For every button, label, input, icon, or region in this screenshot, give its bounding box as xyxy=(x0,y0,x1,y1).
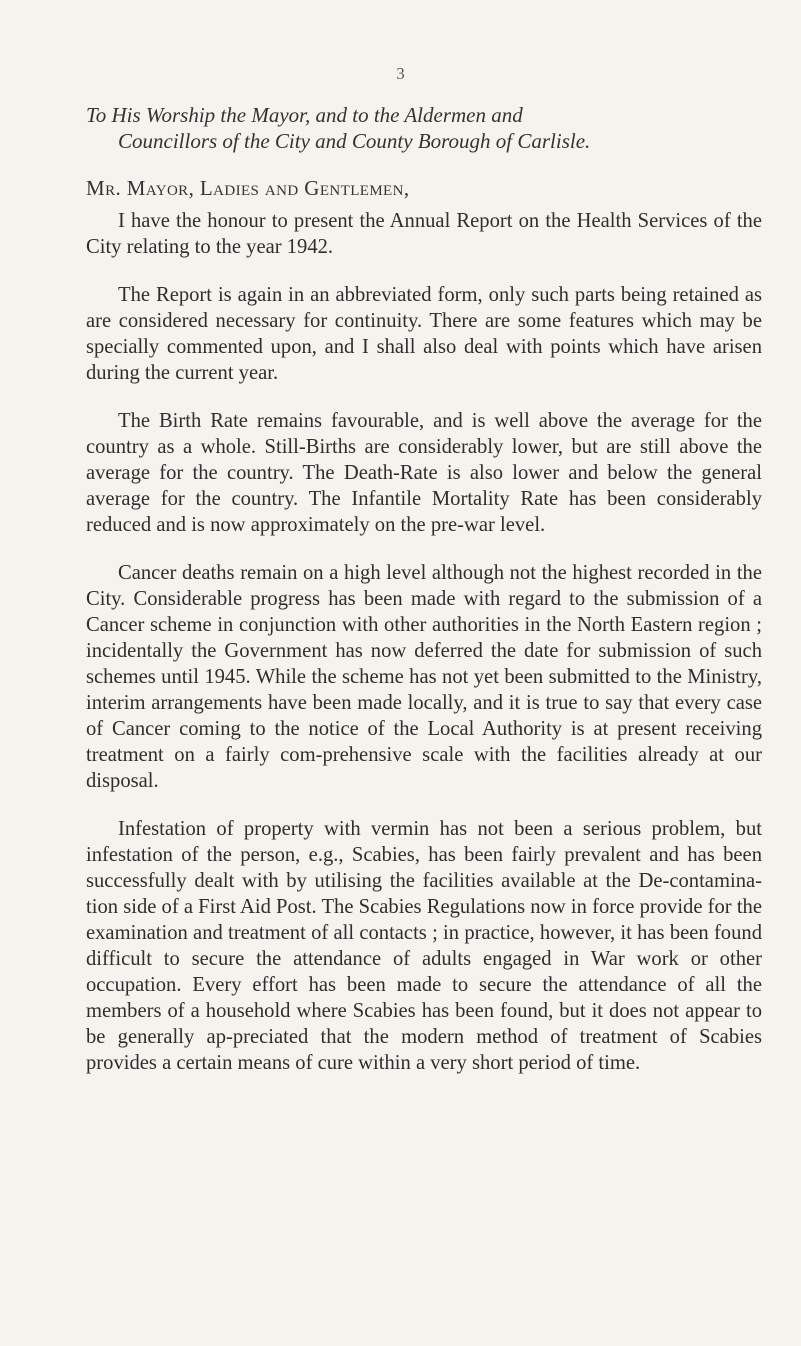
report-body xyxy=(86,208,762,1098)
paragraph-infestation: Infestation of property with vermin has not been a serious problem, but infestation of the person, e.g., Scabies, has been fairly prevalent and has been successfully dealt with by utilising the facilities available at the De-contamina-tion side of a First Aid Post. The Scabies Regulations now in force provide for the examination and treatment of all contacts ; in practice, however, it has been found difficult to secure the attendance of adults engaged in War work or other occupation. Every effort has been made to secure the attendance of all the members of a household where Scabies has been found, but it does not appear to be generally ap-preciated that the modern method of treatment of Scabies provides a certain means of cure within a very short period of time. xyxy=(86,818,762,1074)
page-number: 3 xyxy=(396,64,405,83)
address-line-1: To His Worship the Mayor, and to the Aldermen and xyxy=(86,103,523,127)
paragraph-cancer: Cancer deaths remain on a high level although not the highest recorded in the City. Considerable progress has been made with regard to the submission of a Cancer scheme in conjunction with other authorities in the North Eastern region ; incidentally the Government has now deferred the date for submission of such schemes until 1945. While the scheme has not yet been submitted to the Ministry, interim arrangements have been made locally, and it is true to say that every case of Cancer coming to the notice of the Local Authority is at present receiving treatment on a fairly com-prehensive scale with the facilities already at our disposal. xyxy=(86,562,762,792)
paragraph-report-form: The Report is again in an abbreviated form, only such parts being retained as are considered necessary for continuity. There are some features which may be specially commented upon, and I shall also deal with points which have arisen during the current year. xyxy=(86,284,762,384)
paragraph-birth-rate: The Birth Rate remains favourable, and is well above the average for the country as a whole. Still-Births are considerably lower, but are still above the average for the country. The Death-Rate is also lower and below the general average for the country. The Infantile Mortality Rate has been considerably reduced and is now approximately on the pre-war level. xyxy=(86,410,762,536)
address-line-2: Councillors of the City and County Borough of Carlisle. xyxy=(118,129,591,153)
salutation: Mr. Mayor, Ladies and Gentlemen, xyxy=(86,176,410,200)
paragraph-introduction: I have the honour to present the Annual Report on the Health Services of the City relating to the year 1942. xyxy=(86,210,762,258)
address-block xyxy=(86,102,766,154)
